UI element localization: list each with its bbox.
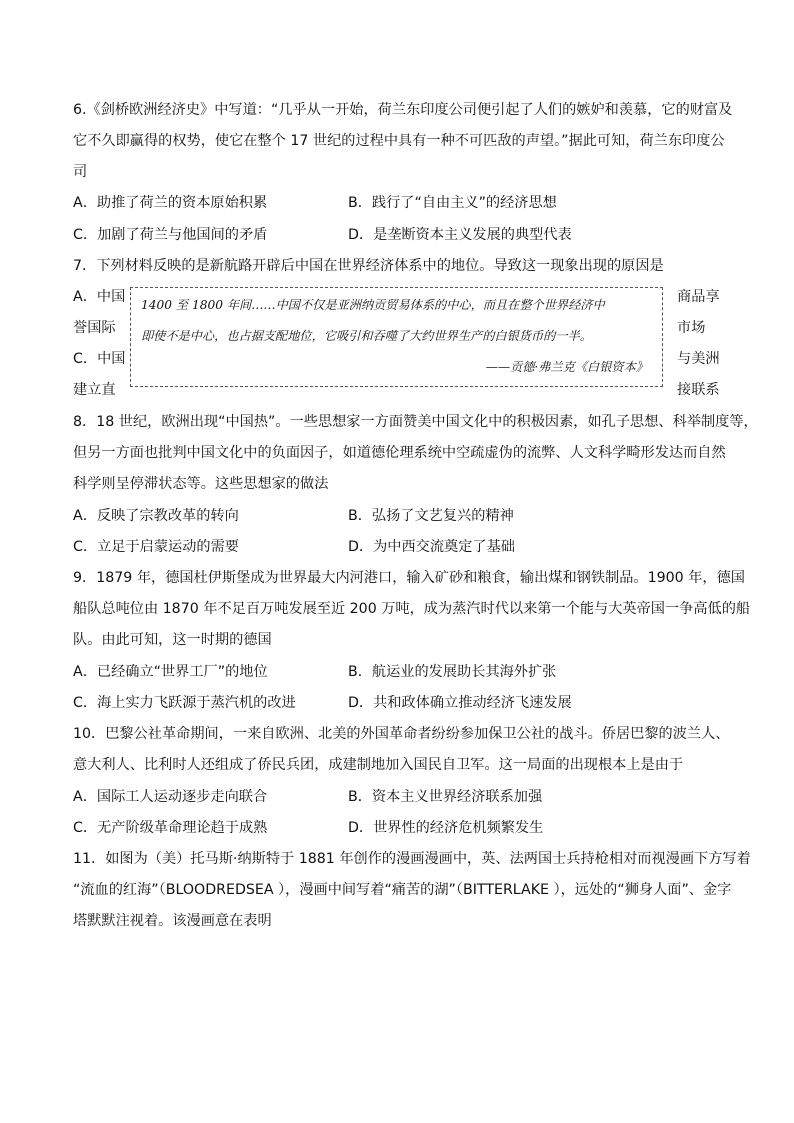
q7-right-fragment-3: 与美洲 bbox=[677, 351, 720, 367]
q10-option-c: C．无产阶级革命理论趋于成熟 bbox=[73, 820, 268, 836]
q7-material-line-2: 即使不是中心，也占据支配地位，它吸引和吞噬了大约世界生产的白银货币的一半。 bbox=[141, 329, 592, 343]
q11-stem-line-3: 塔默默注视着。该漫画意在表明 bbox=[73, 913, 272, 929]
q7-material-box bbox=[130, 287, 663, 387]
q10-stem-line-1: 10．巴黎公社革命期间，一来自欧洲、北美的外国革命者纷纷参加保卫公社的战斗。侨居巴黎的波兰人、 bbox=[73, 726, 730, 742]
q8-stem-line-1: 8．18 世纪，欧洲出现“中国热”。一些思想家一方面赞美中国文化中的积极因素，如孔子思想、科举制度等， bbox=[73, 414, 758, 430]
q7-right-fragment-2: 市场 bbox=[677, 320, 706, 336]
q8-option-b: B．弘扬了文艺复兴的精神 bbox=[348, 508, 514, 524]
q6-option-c: C．加剧了荷兰与他国间的矛盾 bbox=[73, 227, 268, 243]
q9-option-c: C．海上实力飞跃源于蒸汽机的改进 bbox=[73, 695, 296, 711]
q7-material-line-1: 1400 至 1800 年间……中国不仅是亚洲纳贡贸易体系的中心，而且在整个世界经济中 bbox=[141, 298, 605, 312]
q10-option-d: D．世界性的经济危机频繁发生 bbox=[348, 820, 544, 836]
q11-stem-line-2: “流血的红海”（BLOODREDSEA ），漫画中间写着“痛苦的湖”（BITTERLAKE ），远处的“狮身人面”、金字 bbox=[73, 882, 732, 898]
q10-option-a: A．国际工人运动逐步走向联合 bbox=[73, 789, 268, 805]
q10-stem-line-2: 意大利人、比利时人还组成了侨民兵团，成建制地加入国民自卫军。这一局面的出现根本上是由于 bbox=[73, 757, 684, 773]
q7-right-fragment-1: 商品享 bbox=[677, 289, 720, 305]
q11-stem-line-1: 11．如图为（美）托马斯·纳斯特于 1881 年创作的漫画漫画中，英、法两国士兵持枪相对而视漫画下方写着 bbox=[73, 851, 751, 867]
q8-option-a: A．反映了宗教改革的转向 bbox=[73, 508, 239, 524]
q9-stem-line-1: 9．1879 年，德国杜伊斯堡成为世界最大内河港口，输入矿砂和粮食，输出煤和钢铁制品。1900 年，德国 bbox=[73, 570, 745, 586]
q6-option-d: D．是垄断资本主义发展的典型代表 bbox=[348, 227, 572, 243]
q6-stem-line-2: 它不久即赢得的权势，使它在整个 17 世纪的过程中具有一种不可匹敌的声望。”据此可知，荷兰东印度公 bbox=[73, 133, 725, 149]
q10-option-b: B．资本主义世界经济联系加强 bbox=[348, 789, 543, 805]
q9-stem-line-2: 船队总吨位由 1870 年不足百万吨发展至近 200 万吨，成为蒸汽时代以来第一个能与大英帝国一争高低的船 bbox=[73, 601, 751, 617]
q8-option-d: D．为中西交流奠定了基础 bbox=[348, 539, 515, 555]
q6-option-a: A．助推了荷兰的资本原始积累 bbox=[73, 195, 268, 211]
q9-option-b: B．航运业的发展助长其海外扩张 bbox=[348, 664, 557, 680]
q8-stem-line-2: 但另一方面也批判中国文化中的负面因子，如道德伦理系统中空疏虚伪的流弊、人文科学畸形发达而自然 bbox=[73, 445, 726, 461]
q7-left-fragment-2: 誉国际 bbox=[73, 320, 116, 336]
q6-stem-line-1: 6.《剑桥欧洲经济史》中写道：“几乎从一开始，荷兰东印度公司便引起了人们的嫉妒和羡慕，它的财富及 bbox=[73, 102, 733, 118]
q7-left-fragment-4: 建立直 bbox=[73, 382, 116, 398]
q6-option-b: B．践行了“自由主义”的经济思想 bbox=[348, 195, 557, 211]
q9-option-a: A．已经确立“世界工厂”的地位 bbox=[73, 664, 268, 680]
q8-stem-line-3: 科学则呈停滞状态等。这些思想家的做法 bbox=[73, 476, 329, 492]
q8-option-c: C．立足于启蒙运动的需要 bbox=[73, 539, 239, 555]
q7-material-source: ——贡德·弗兰克《白银资本》 bbox=[485, 360, 648, 374]
q7-left-fragment-3: C．中国 bbox=[73, 351, 126, 367]
q7-right-fragment-4: 接联系 bbox=[677, 382, 720, 398]
q9-option-d: D．共和政体确立推动经济飞速发展 bbox=[348, 695, 572, 711]
q7-stem: 7．下列材料反映的是新航路开辟后中国在世界经济体系中的地位。导致这一现象出现的原因是 bbox=[73, 258, 664, 274]
q9-stem-line-3: 队。由此可知，这一时期的德国 bbox=[73, 632, 272, 648]
q6-stem-line-3: 司 bbox=[73, 164, 88, 180]
q7-left-fragment-1: A．中国 bbox=[73, 289, 126, 305]
